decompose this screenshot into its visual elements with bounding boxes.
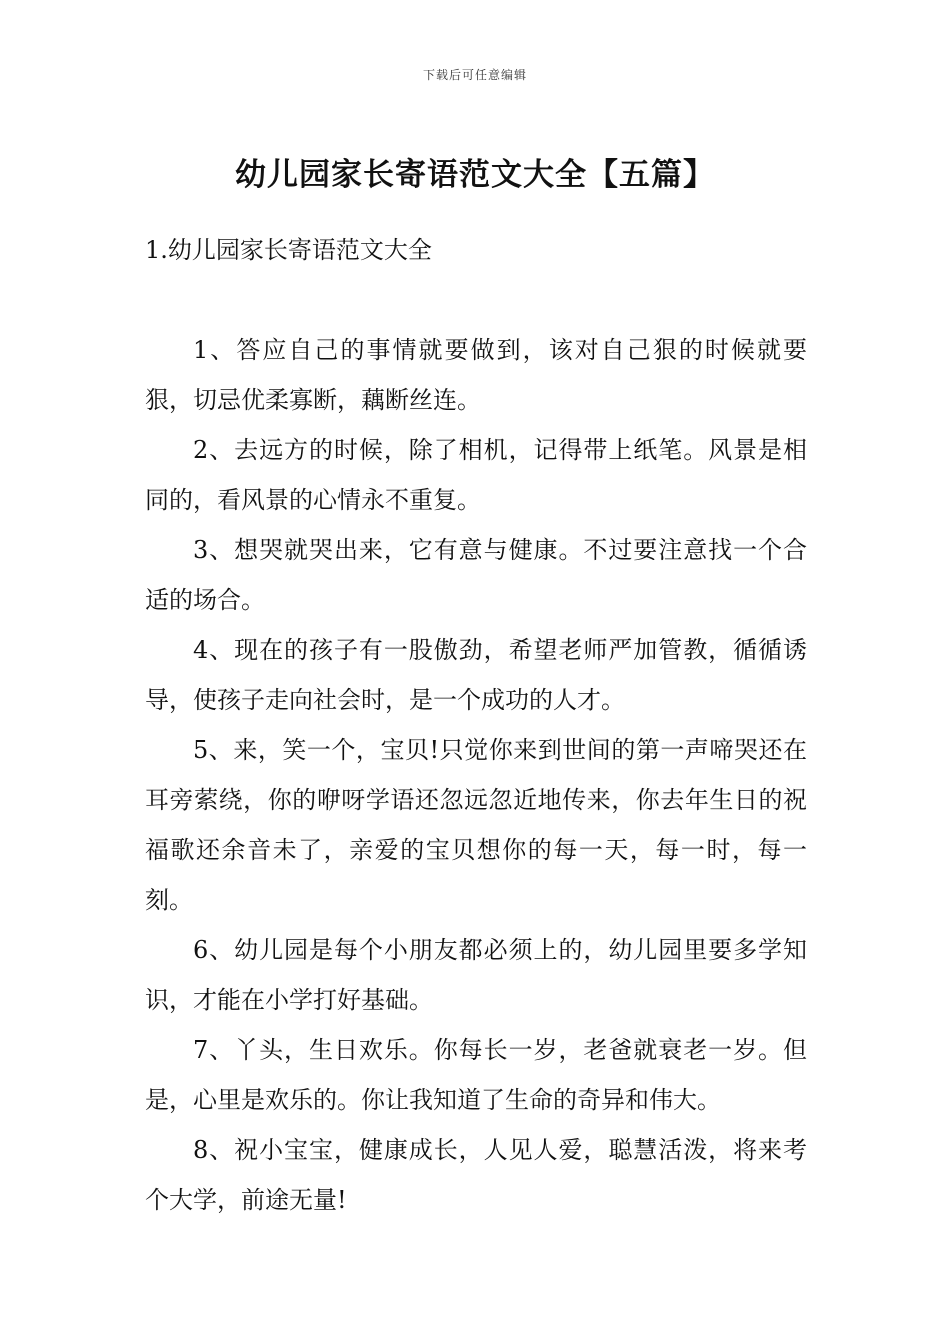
paragraph-2: 2、去远方的时候，除了相机，记得带上纸笔。风景是相同的，看风景的心情永不重复。 <box>145 436 807 514</box>
paragraph-4: 4、现在的孩子有一股傲劲，希望老师严加管教，循循诱导，使孩子走向社会时，是一个成功的人才。 <box>145 636 807 714</box>
paragraph-5: 5、来，笑一个，宝贝!只觉你来到世间的第一声啼哭还在耳旁萦绕，你的咿呀学语还忽远忽近地传来，你去年生日的祝福歌还余音未了，亲爱的宝贝想你的每一天，每一时，每一刻。 <box>145 736 807 914</box>
document-body <box>145 325 807 1225</box>
download-note: 下载后可任意编辑 <box>422 68 527 82</box>
paragraph-1: 1、答应自己的事情就要做到，该对自己狠的时候就要狠，切忌优柔寡断，藕断丝连。 <box>145 336 807 414</box>
paragraph-7: 7、丫头，生日欢乐。你每长一岁，老爸就衰老一岁。但是，心里是欢乐的。你让我知道了生命的奇异和伟大。 <box>145 1036 807 1114</box>
section-heading: 1.幼儿园家长寄语范文大全 <box>145 236 432 264</box>
document-title: 幼儿园家长寄语范文大全【五篇】 <box>235 156 715 193</box>
paragraph-6: 6、幼儿园是每个小朋友都必须上的，幼儿园里要多学知识，才能在小学打好基础。 <box>145 936 807 1014</box>
paragraph-3: 3、想哭就哭出来，它有意与健康。不过要注意找一个合适的场合。 <box>145 536 807 614</box>
paragraph-8: 8、祝小宝宝，健康成长，人见人爱，聪慧活泼，将来考个大学，前途无量! <box>145 1136 807 1214</box>
